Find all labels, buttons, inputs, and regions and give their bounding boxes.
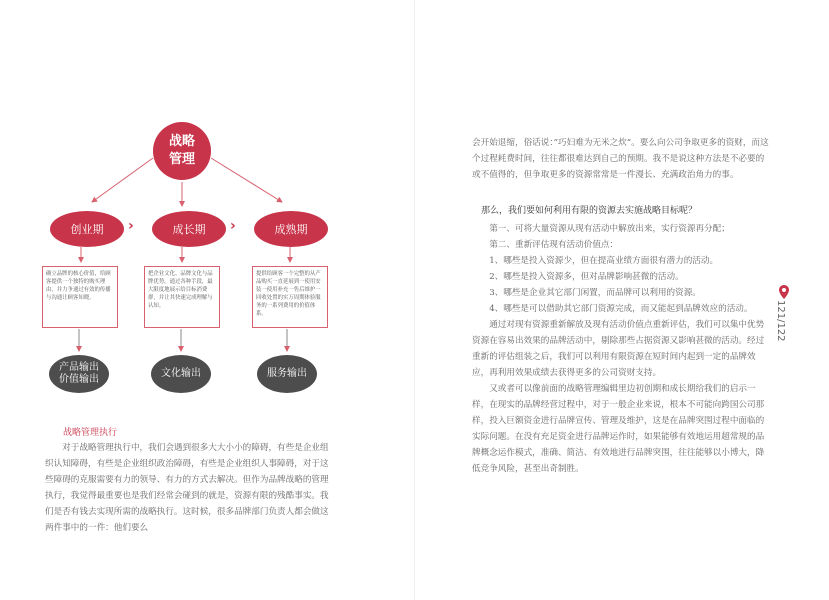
chevron-right-icon: › [128, 218, 134, 234]
question-heading: 那么，我们要如何利用有限的资源去实施战略目标呢？ [481, 206, 698, 216]
output-service: 服务输出 [257, 355, 317, 393]
list-item: 2、哪些是投入资源多，但对品牌影响甚微的活动。 [489, 272, 684, 282]
strategy-diagram [0, 0, 414, 420]
list-item: 4、哪些是可以借助其它部门资源完成，而又能起到品牌效应的活动。 [489, 304, 753, 314]
stage-description-startup: 确立品牌的核心价值，给顾客提供一个独特的购买理由，并力争通过有效的传播与沟通让顾客知晓。 [42, 266, 118, 328]
output-product-value: 产品输出价值输出 [49, 355, 109, 393]
body-paragraph: 通过对现有资源重新解放及现有活动价值点重新评估，我们可以集中优势资源在容易出效果的品牌活动中，剔除那些占据资源又影响甚微的活动。经过重新的评估组装之后，我们可以利用有限资源在短时间内起到一定的品牌效应，再利用效果成绩去获得更多的公司资财支持。 [472, 320, 765, 378]
list-item: 第二、重新评估现有活动价值点： [489, 240, 619, 250]
arrow-to-stage-1 [92, 158, 153, 202]
location-pin-icon [779, 285, 789, 299]
stage-mature: 成熟期 [254, 211, 328, 247]
arrow-to-stage-3 [211, 158, 282, 202]
stage-startup: 创业期 [50, 211, 124, 247]
list-item: 第一、可将大量资源从现有活动中解放出来，实行资源再分配； [489, 224, 730, 234]
stage-description-growth: 把企业文化、品牌文化与品牌优势，通过各种手段，最大限度地展示给目标消费群，并让其快速完成理解与认知。 [144, 266, 220, 328]
list-item: 1、哪些是投入资源少，但在提高业绩方面很有潜力的活动。 [489, 256, 719, 266]
page-number: 121/122 [775, 300, 786, 342]
body-paragraph: 又或者可以像前面的战略管理编辑里边初创期和成长期给我们的启示一样，在现实的品牌经营过程中，对于一般企业来说，根本不可能向跨国公司那样，投入巨额资金进行品牌宣传、管理及维护，这是在品牌突围过程中面临的实际问题。在没有充足资金进行品牌运作时，如果能够有效地运用超常规的品牌概念运作模式，准确、简洁、有效地进行品牌突围，往往能够以小博大，降低竞争风险，甚至出奇制胜。 [472, 384, 765, 474]
left-page [0, 0, 414, 600]
right-text-block [472, 135, 772, 477]
stage-description-mature: 提供给顾客一个完整的从产品购买一直延展到一使用安装一使用补充一售后维护一回收处置的实万周期体验服务的一系列费用的价值体系。 [252, 266, 328, 328]
strategy-management-node: 战略管理 [153, 122, 211, 180]
chevron-right-icon: › [230, 218, 236, 234]
output-culture: 文化输出 [151, 355, 211, 393]
stage-growth: 成长期 [152, 211, 226, 247]
section-heading: 战略管理执行 [63, 428, 118, 438]
list-item: 3、哪些是企业其它部门闲置，而品牌可以利用的资源。 [489, 288, 701, 298]
body-paragraph: 会开始退缩，俗话说：”巧妇难为无米之炊“。要么向公司争取更多的资财，而这个过程耗费时间，往往都很难达到自己的预期。我不是说这种方法是不必要的或不值得的，但争取更多的资源常常是一件漫长、充满政治角力的事。 [472, 138, 769, 180]
body-paragraph: 对于战略管理执行中，我们会遇到很多大大小小的障碍，有些是企业组织认知障碍，有些是企业组织政治障碍，有些是企业组织人事障碍，对于这些障碍的克服需要有力的领导、有力的方式去解决。但作为品牌战略的管理执行，我觉得最重要也是我们经常会碰到的就是，资源有限的残酷事实。我们是否有钱去实现所需的战略执行。这时候，很多品牌部门负责人都会做这两件事中的一件：他们要么 [45, 443, 329, 533]
